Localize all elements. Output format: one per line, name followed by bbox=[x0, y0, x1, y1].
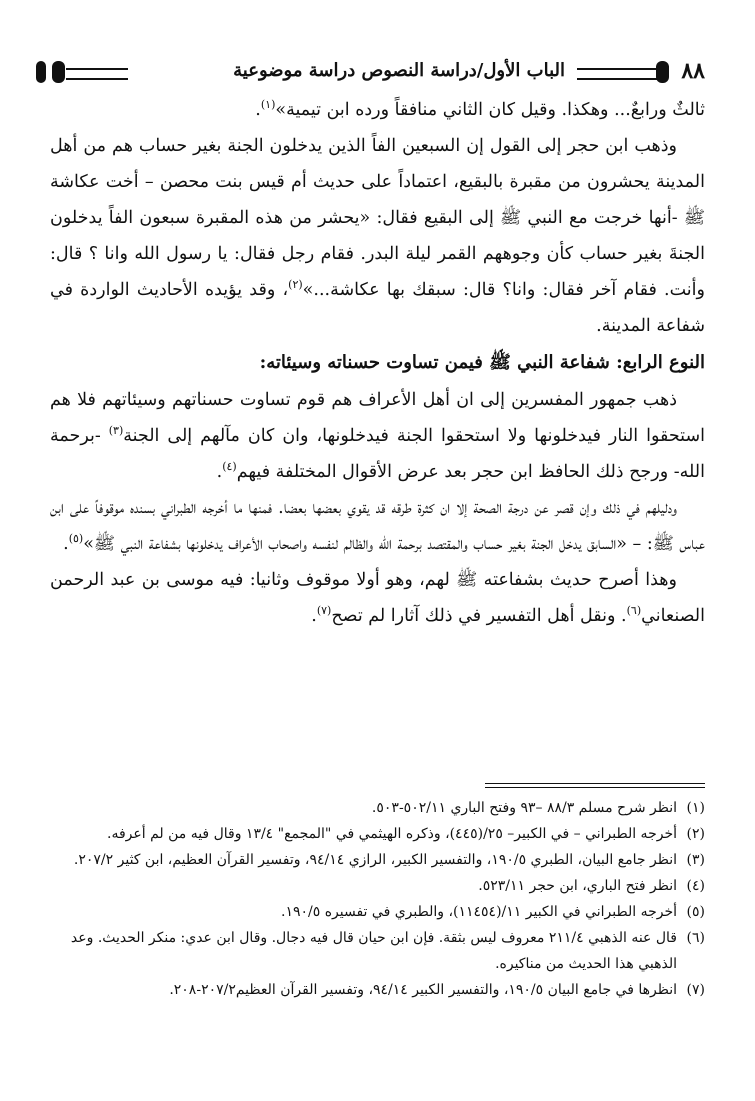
paragraph-tail: . bbox=[255, 100, 261, 120]
footnote bbox=[50, 977, 705, 1003]
section-heading: النوع الرابع: شفاعة النبي ﷺ فيمن تساوت حسناته وسيئاته: bbox=[259, 352, 705, 373]
footnote-text: انظرها في جامع البيان ١٩٠/٥، والتفسير الكبير ٩٤/١٤، وتفسير القرآن العظيم٢٠٧/٢-٢٠٨. bbox=[169, 982, 677, 998]
page-header bbox=[36, 56, 705, 92]
footnote-number: (٧) bbox=[686, 982, 705, 998]
header-ornament-left bbox=[52, 61, 65, 83]
main-text bbox=[50, 92, 705, 634]
footnote-text: انظر فتح الباري، ابن حجر ٥٢٣/١١. bbox=[478, 878, 677, 894]
footnote-ref: (٥) bbox=[68, 532, 84, 546]
footnote-separator bbox=[485, 783, 705, 784]
footnote-text: قال عنه الذهبي ٢١١/٤ معروف ليس بثقة. فإن ابن حيان قال فيه دجال. وقال ابن عدي: منكر الحديث. وعد الذهبي هذا الحديث من مناكيره. bbox=[70, 930, 677, 972]
paragraph-text: وهذا أصرح حديث بشفاعته ﷺ لهم، وهو أولا موقوف وثانيا: فيه موسى بن عبد الرحمن الصنعاني bbox=[50, 570, 705, 626]
footnote-ref: (٧) bbox=[316, 604, 332, 618]
footnote-text: أخرجه الطبراني في الكبير ١١/(١١٤٥٤)، والطبري في تفسيره ١٩٠/٥. bbox=[281, 904, 677, 920]
footnote-number: (٥) bbox=[686, 904, 705, 920]
footnote-number: (١) bbox=[686, 800, 705, 816]
footnote bbox=[50, 795, 705, 821]
paragraph bbox=[50, 562, 705, 634]
footnote-text: انظر جامع البيان، الطبري ١٩٠/٥، والتفسير الكبير، الرازي ٩٤/١٤، وتفسير القرآن العظيم، ابن كثير ٢٠٧/٢. bbox=[73, 852, 677, 868]
header-ornament-end bbox=[36, 61, 46, 83]
footnote-text: انظر شرح مسلم ٨٨/٣ –٩٣ وفتح الباري ٥٠٢/١١-٥٠٣. bbox=[371, 800, 677, 816]
paragraph-tail: . bbox=[216, 462, 223, 482]
footnote bbox=[50, 847, 705, 873]
footnote-ref: (٦) bbox=[626, 604, 642, 618]
paragraph-tail: ، وقد يؤيده الأحاديث الواردة في شفاعة المدينة. bbox=[50, 280, 705, 336]
paragraph-text: ذهب جمهور المفسرين إلى ان أهل الأعراف هم قوم تساوت حسناتهم وسيئاتهم فلا هم استحقوا النار فيدخلونها ولا استحقوا الجنة فيدخلونها، وان كان مآلهم إلى الجنة bbox=[50, 390, 705, 446]
footnote-ref: (٤) bbox=[222, 460, 237, 474]
footnote-number: (٤) bbox=[686, 878, 705, 894]
paragraph-text: وذهب ابن حجر إلى القول إن السبعين الفاً الذين يدخلون الجنة بغير حساب هم من أهل المدينة يحشرون من مقبرة بالبقيع، اعتماداً على حديث أم قيس بنت محصن – أخت عكاشة ﷺ -أنها خرجت مع النبي ﷺ إلى البقيع فقال: «يحشر من هذه المقبرة سبعون الفاً يدخلون الجنةَ بغير حساب كأن وجوههم القمر ليلة البدر. فقام رجل فقال: يا رسول الله وانا ؟ قال: وأنت. فقام آخر فقال: وانا؟ قال: سبقك بها عكاشة...» bbox=[50, 136, 705, 300]
footnote bbox=[50, 925, 705, 977]
footnote-ref: (٢) bbox=[288, 278, 303, 292]
footnotes bbox=[50, 795, 705, 1003]
header-rule-left bbox=[66, 68, 128, 80]
footnote-ref: (٣) bbox=[108, 424, 124, 438]
paragraph-tail: . bbox=[63, 534, 69, 554]
footnote-separator bbox=[485, 787, 705, 788]
paragraph bbox=[50, 382, 705, 490]
paragraph bbox=[50, 490, 705, 562]
footnote bbox=[50, 899, 705, 925]
footnote-text: أخرجه الطبراني – في الكبير– ٢٥/(٤٤٥)، وذكره الهيثمي في "المجمع" ١٣/٤ وقال فيه من لم أعرفه. bbox=[107, 826, 677, 842]
paragraph-text: . ونقل أهل التفسير في ذلك آثارا لم تصح bbox=[331, 606, 627, 626]
paragraph-text: -برحمة الله- ورجح ذلك الحافظ ابن حجر بعد عرض الأقوال المختلفة فيهم bbox=[50, 426, 705, 482]
footnote-number: (٦) bbox=[686, 930, 705, 946]
paragraph-tail: . bbox=[311, 606, 317, 626]
footnote bbox=[50, 821, 705, 847]
footnote-number: (٢) bbox=[686, 826, 705, 842]
header-rule-right bbox=[577, 68, 657, 80]
paragraph bbox=[50, 92, 705, 128]
paragraph-text: ثالثٌ ورابعٌ... وهكذا. وقيل كان الثاني منافقاً ورده ابن تيمية» bbox=[275, 100, 705, 120]
footnote-ref: (١) bbox=[260, 98, 276, 112]
paragraph bbox=[50, 128, 705, 344]
page-number: ٨٨ bbox=[681, 58, 705, 84]
footnote bbox=[50, 873, 705, 899]
header-ornament-right bbox=[656, 61, 669, 83]
footnote-number: (٣) bbox=[686, 852, 705, 868]
paragraph-text: ودليلهم في ذلك وإن قصر عن درجة الصحة إلا ان كثرة طرقه قد يقوي بعضها بعضا. فمنها ما أخرجه الطبراني بسنده موقوفاً على ابن عباس ﷺ: – «السابق يدخل الجنة بغير حساب والمقتصد برحمة الله والظالم لنفسه واصحاب الأعراف يدخلونها بشفاعة النبي ﷺ» bbox=[50, 498, 705, 554]
chapter-title: الباب الأول/دراسة النصوص دراسة موضوعية bbox=[233, 60, 565, 81]
